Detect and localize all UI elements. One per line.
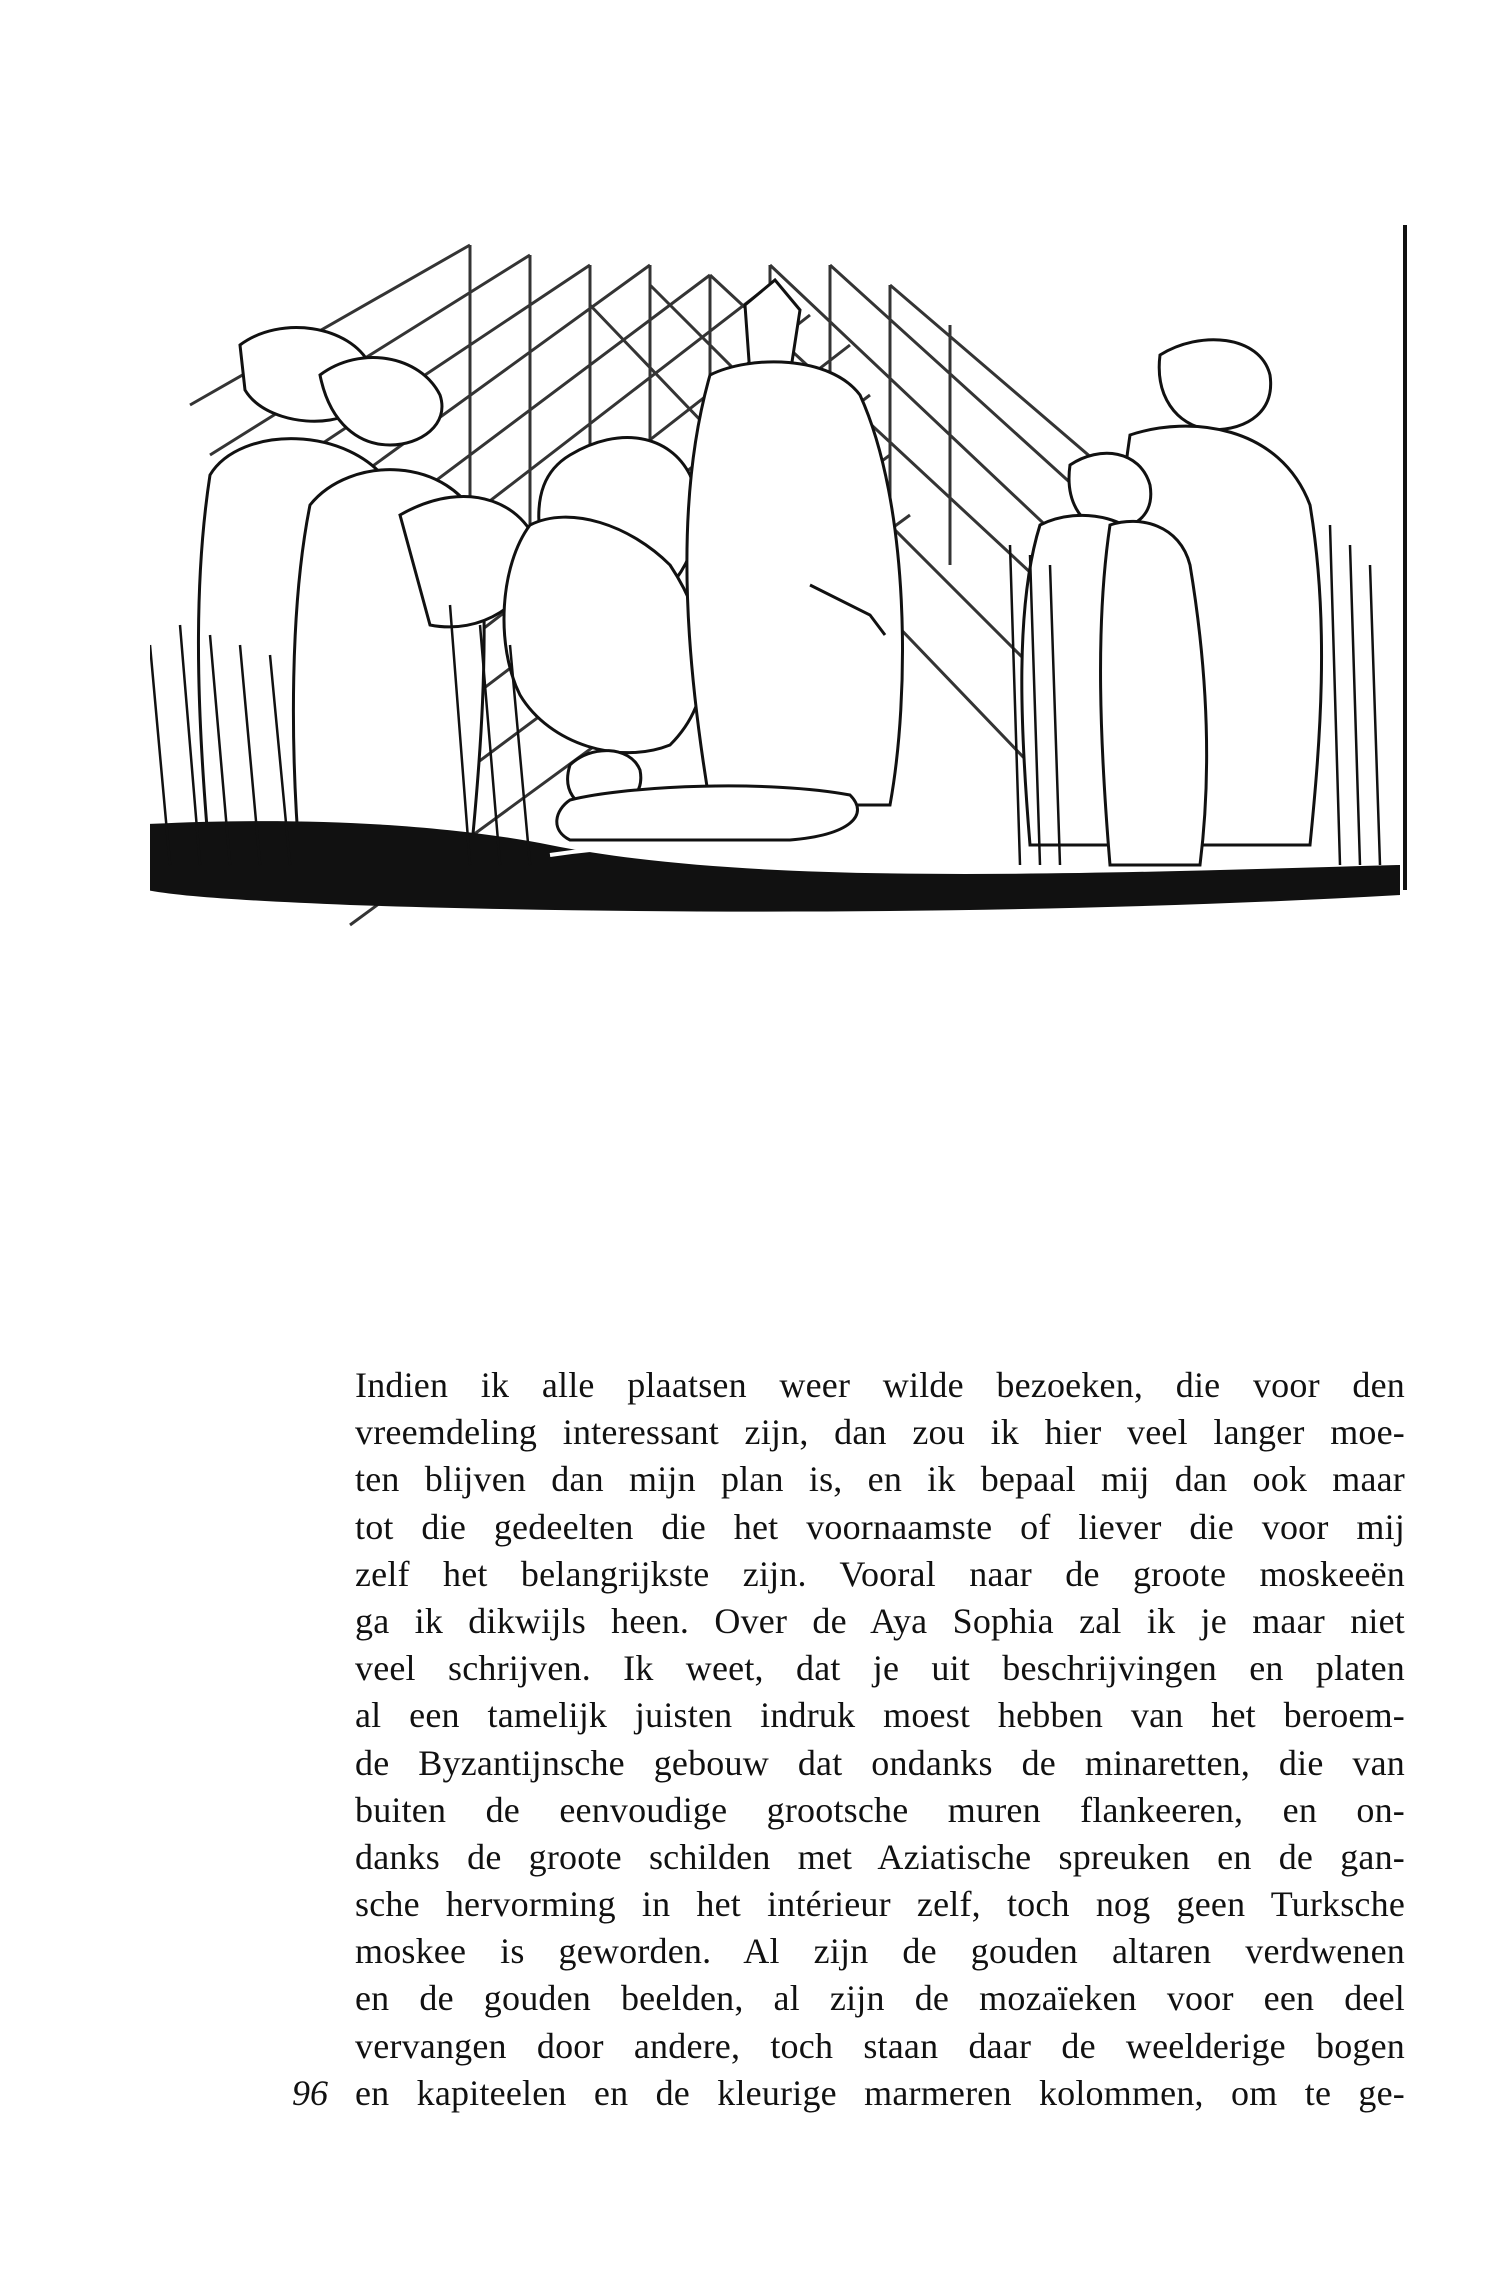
text-line: ga ik dikwijls heen. Over de Aya Sophia zal ik je maar niet (355, 1600, 1405, 1641)
text-line: ten blijven dan mijn plan is, en ik bepaal mij dan ook maar (355, 1459, 1405, 1500)
text-line: moskee is geworden. Al zijn de gouden altaren verdwenen (355, 1931, 1405, 1972)
figures-right-group (1022, 340, 1322, 865)
text-line: al een tamelijk juisten indruk moest hebben van het beroem- (355, 1695, 1405, 1736)
text-line: veel schrijven. Ik weet, dat je uit beschrijvingen en platen (355, 1648, 1405, 1689)
text-line: tot die gedeelten die het voornaamste of liever die voor mij (355, 1506, 1405, 1547)
text-line: en de gouden beelden, al zijn de mozaïeken voor een deel (355, 1978, 1405, 2019)
text-line: en kapiteelen en de kleurige marmeren kolommen, om te ge- (355, 2072, 1405, 2113)
figures-left-group (198, 328, 540, 865)
text-line: sche hervorming in het intérieur zelf, toch nog geen Turksche (355, 1884, 1405, 1925)
illustration-drawing (150, 225, 1410, 1330)
page-number: 96 (292, 2073, 328, 2113)
ink-illustration (150, 225, 1410, 1330)
text-line: zelf het belangrijkste zijn. Vooral naar de groote moskeeën (355, 1553, 1405, 1594)
text-line: Indien ik alle plaatsen weer wilde bezoeken, die voor den (355, 1365, 1405, 1405)
kneeling-figure (504, 438, 704, 753)
body-text (355, 1362, 1405, 2117)
text-line: de Byzantijnsche gebouw dat ondanks de minaretten, die van (355, 1742, 1405, 1783)
text-line: buiten de eenvoudige grootsche muren flankeeren, en on- (355, 1789, 1405, 1830)
text-line: vervangen door andere, toch staan daar de weelderige bogen (355, 2025, 1405, 2066)
text-line: danks de groote schilden met Aziatische spreuken en de gan- (355, 1836, 1405, 1877)
text-line: vreemdeling interessant zijn, dan zou ik hier veel langer moe- (355, 1412, 1405, 1453)
